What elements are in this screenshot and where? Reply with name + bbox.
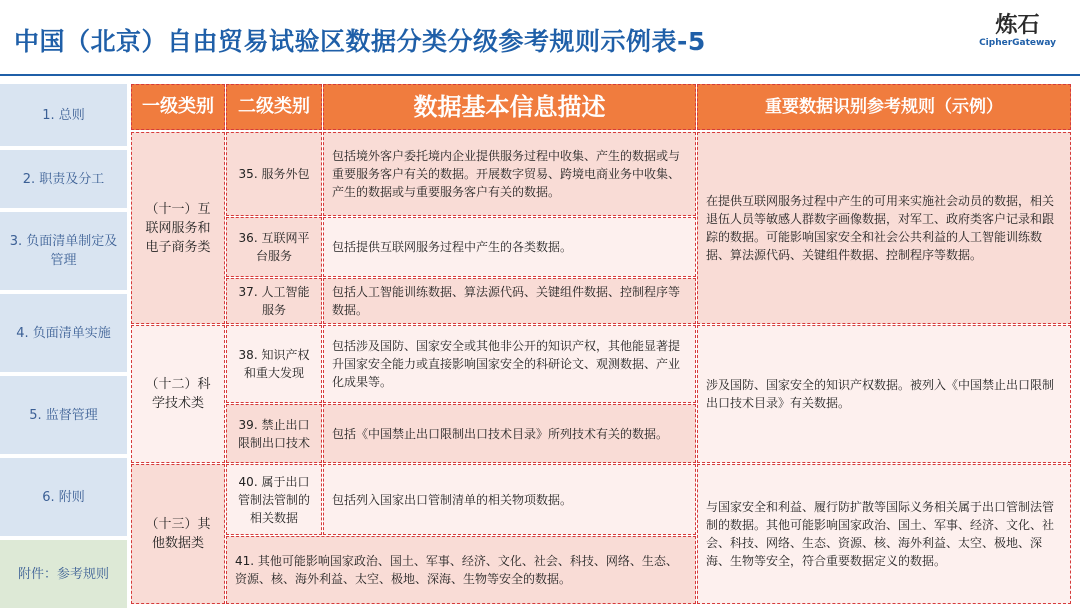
classification-table	[131, 84, 1071, 604]
header-level2: 二级类别	[226, 84, 322, 130]
header-rules: 重要数据识别参考规则（示例）	[697, 84, 1071, 130]
category-internet-ecommerce: （十一）互联网服务和电子商务类	[131, 132, 225, 324]
sidebar-item-supervision[interactable]: 5. 监督管理	[0, 376, 127, 454]
rule-internet-ecommerce: 在提供互联网服务过程中产生的可用来实施社会动员的数据，相关退伍人员等敏感人群数字画像数据，对军工、政府类客户记录和跟踪的数据。可能影响国家安全和社会公共利益的人工智能训练数据、算法源代码、关键组件数据、控制程序等数据。	[697, 132, 1071, 324]
rule-science-technology: 涉及国防、国家安全的知识产权数据。被列入《中国禁止出口限制出口技术目录》有关数据。	[697, 325, 1071, 463]
header-level1: 一级类别	[131, 84, 225, 130]
sidebar-nav	[0, 84, 127, 608]
rule-other-data: 与国家安全和利益、履行防扩散等国际义务相关属于出口管制法管制的数据。其他可能影响国家政治、国土、军事、经济、文化、社会、科技、网络、生态、资源、核、海外利益、太空、极地、深海、生物等安全，符合重要数据定义的数据。	[697, 464, 1071, 604]
subcategory-36: 36. 互联网平台服务	[226, 217, 322, 277]
category-other-data: （十三）其他数据类	[131, 464, 225, 604]
description-41-merged: 41. 其他可能影响国家政治、国土、军事、经济、文化、社会、科技、网络、生态、资源、核、海外利益、太空、极地、深海、生物等安全的数据。	[226, 536, 696, 604]
page-title: 中国（北京）自由贸易试验区数据分类分级参考规则示例表-5	[14, 27, 706, 56]
header-description: 数据基本信息描述	[323, 84, 696, 130]
brand-logo	[979, 14, 1056, 48]
logo-en: CipherGateway	[979, 38, 1056, 48]
subcategory-39: 39. 禁止出口限制出口技术	[226, 404, 322, 463]
description-36: 包括提供互联网服务过程中产生的各类数据。	[323, 217, 696, 277]
description-35: 包括境外客户委托境内企业提供服务过程中收集、产生的数据或与重要服务客户有关的数据。开展数字贸易、跨境电商业务中收集、产生的数据或与重要服务客户有关的数据。	[323, 132, 696, 216]
subcategory-40: 40. 属于出口管制法管制的相关数据	[226, 464, 322, 535]
description-37: 包括人工智能训练数据、算法源代码、关键组件数据、控制程序等数据。	[323, 278, 696, 324]
sidebar-item-negative-list-implementation[interactable]: 4. 负面清单实施	[0, 294, 127, 372]
description-39: 包括《中国禁止出口限制出口技术目录》所列技术有关的数据。	[323, 404, 696, 463]
description-40: 包括列入国家出口管制清单的相关物项数据。	[323, 464, 696, 535]
title-divider	[0, 74, 1080, 76]
subcategory-37: 37. 人工智能服务	[226, 278, 322, 324]
sidebar-item-duties[interactable]: 2. 职责及分工	[0, 150, 127, 208]
subcategory-38: 38. 知识产权和重大发现	[226, 325, 322, 403]
description-38: 包括涉及国防、国家安全或其他非公开的知识产权，其他能显著提升国家安全能力或直接影响国家安全的科研论文、观测数据、产业化成果等。	[323, 325, 696, 403]
sidebar-item-supplementary[interactable]: 6. 附则	[0, 458, 127, 536]
sidebar-item-appendix[interactable]: 附件：参考规则	[0, 540, 127, 608]
logo-cn: 炼石	[995, 13, 1040, 38]
sidebar-item-general[interactable]: 1. 总则	[0, 84, 127, 146]
subcategory-35: 35. 服务外包	[226, 132, 322, 216]
sidebar-item-negative-list-setup[interactable]: 3. 负面清单制定及管理	[0, 212, 127, 290]
category-science-technology: （十二）科学技术类	[131, 325, 225, 463]
